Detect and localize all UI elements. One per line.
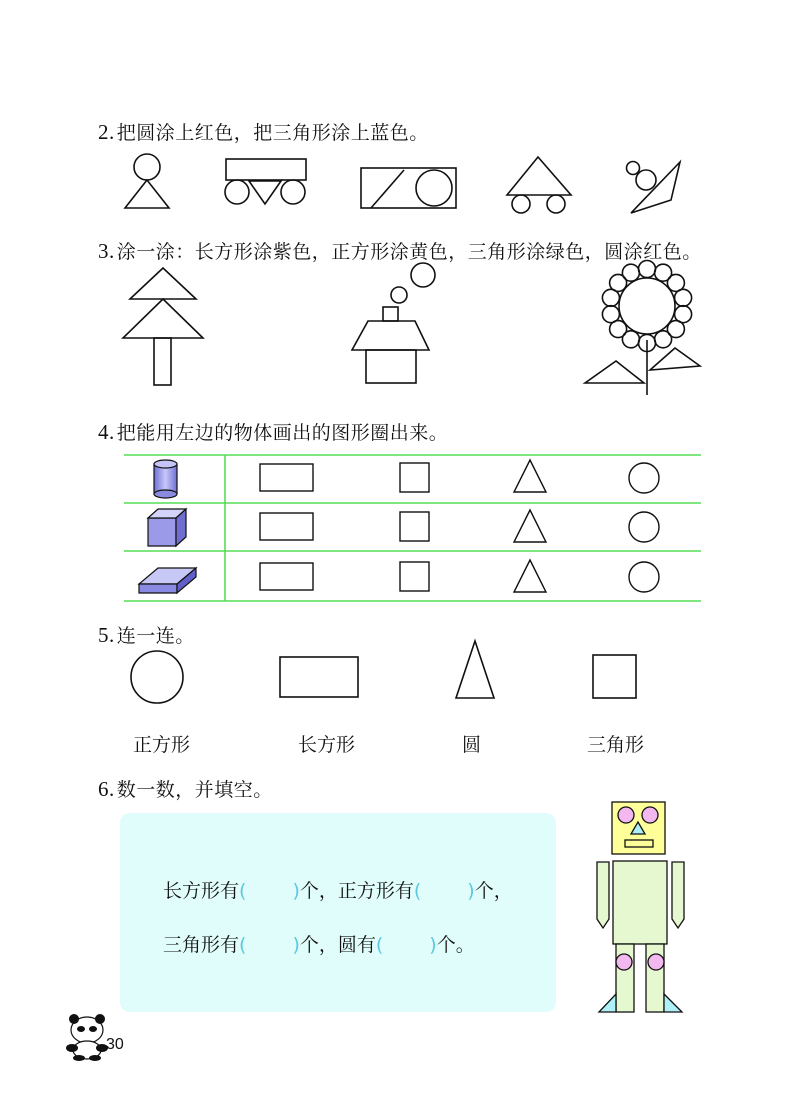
q3-text: 涂一涂：长方形涂紫色，正方形涂黄色，三角形涂绿色，圆涂红色。 (116, 241, 702, 263)
q6-l2-paren2-close: ) (429, 934, 437, 956)
q4-text: 把能用左边的物体画出的图形圈出来。 (116, 422, 449, 444)
q3-number: 3. (98, 239, 115, 263)
q6-text: 数一数，并填空。 (116, 779, 273, 801)
q2-number: 2. (98, 120, 115, 144)
q4-number: 4. (98, 420, 115, 444)
q6-l1-paren1-open: ( (239, 880, 247, 902)
q6-l2-a: 三角形有 (163, 934, 240, 956)
q6-number: 6. (98, 777, 115, 801)
q6-l1-paren1-close: ) (292, 880, 300, 902)
q5-text: 连一连。 (116, 625, 195, 647)
q6-l2-paren2-open: ( (375, 934, 384, 956)
q6-l1-c: 个， (474, 880, 513, 902)
q5-label-square: 正方形 (133, 734, 191, 756)
q5-label-rectangle: 长方形 (298, 734, 356, 756)
q6-l1-paren2-open: ( (413, 880, 422, 902)
q6-l2-paren1-open: ( (239, 934, 247, 956)
q6-l1-b: 个，正方形有 (299, 880, 414, 902)
q6-l2-paren1-close: ) (292, 934, 300, 956)
q5-number: 5. (98, 623, 115, 647)
q6-l1-paren2-close: ) (467, 880, 475, 902)
q6-l2-b: 个，圆有 (299, 934, 376, 956)
q5-label-triangle: 三角形 (587, 734, 645, 756)
q6-l2-c: 个。 (436, 934, 475, 956)
q6-l1-a: 长方形有 (163, 880, 240, 902)
q5-label-circle: 圆 (462, 734, 482, 756)
q2-text: 把圆涂上红色，把三角形涂上蓝色。 (116, 122, 429, 144)
page-number: 30 (106, 1036, 124, 1053)
